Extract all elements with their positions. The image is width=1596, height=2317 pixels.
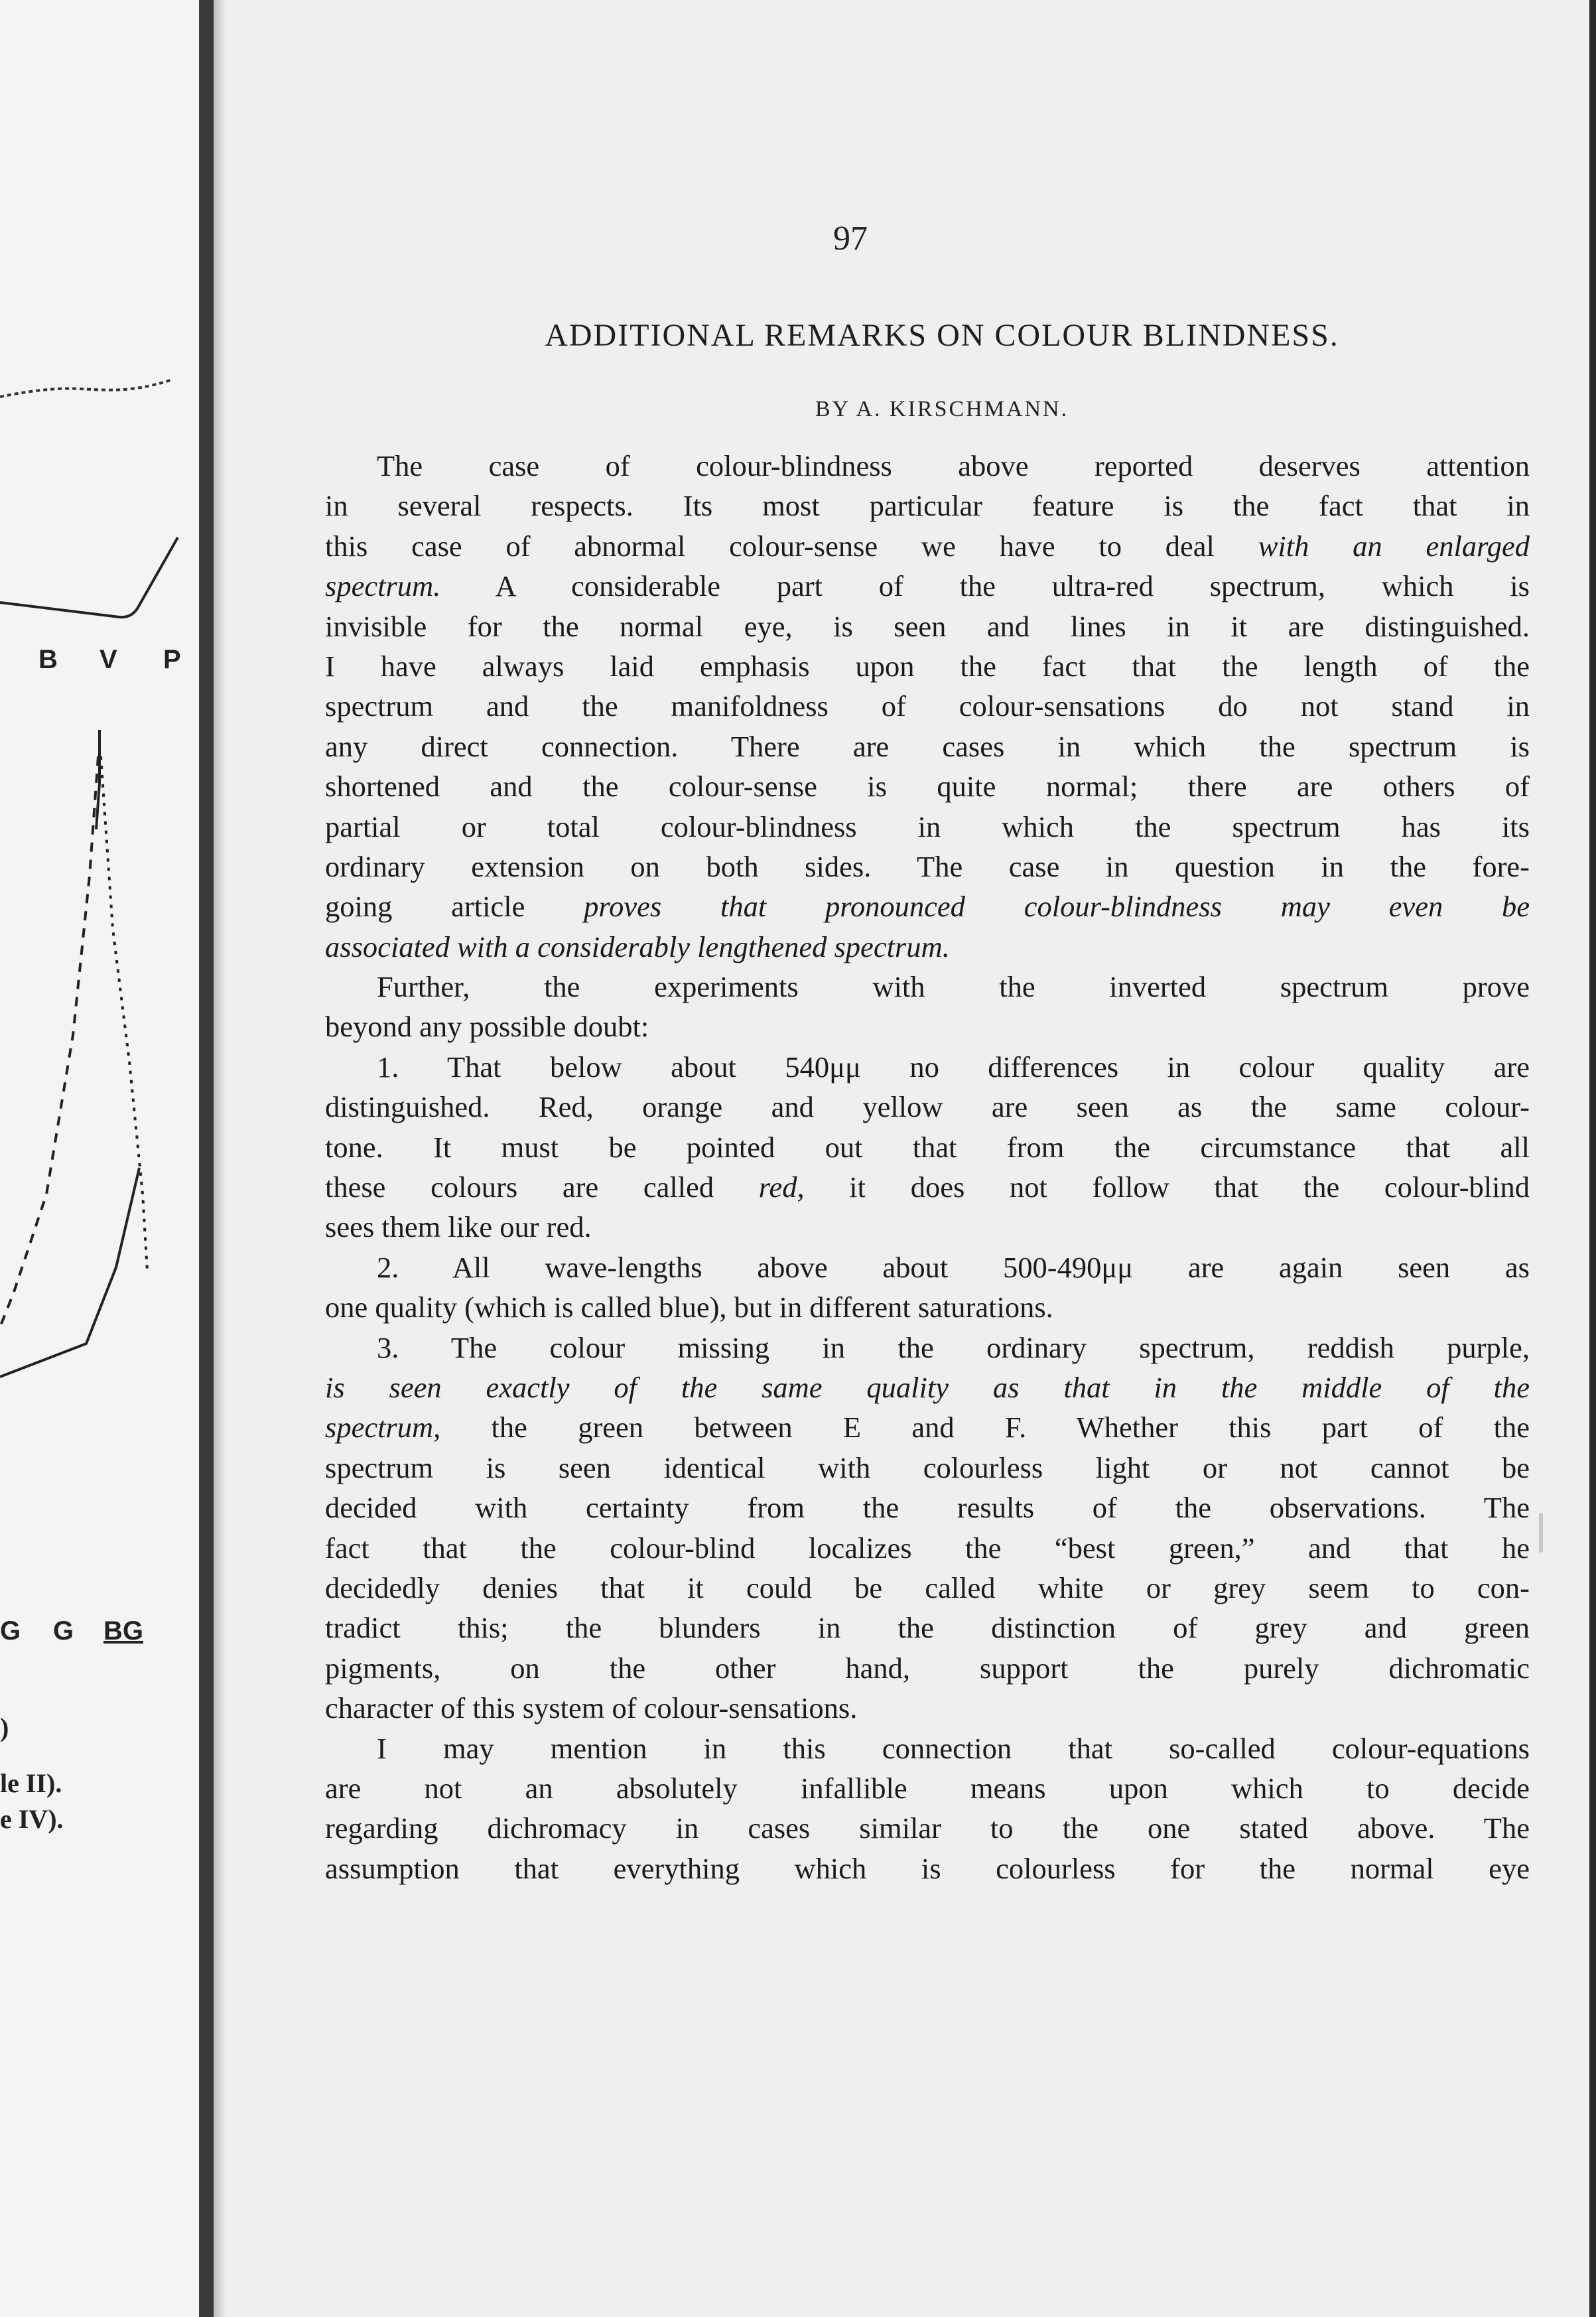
text-line [325,1688,1530,1728]
text-line [325,1287,1530,1327]
text-run: sees them like our red. [325,1210,592,1244]
text-run: decidedly denies that it could be called white or grey seem to con- [325,1571,1530,1604]
text-line [325,686,1530,726]
text-line [325,1247,1530,1287]
text-line [325,1207,1530,1247]
text-run: 2. All wave-lengths above about 500-490μμ are again seen as [377,1250,1530,1284]
page-number: 97 [833,220,868,257]
text-line [325,1007,1530,1046]
text-line [325,446,1530,486]
text-line [325,646,1530,686]
text-line [325,1047,1530,1087]
text-run: spectrum and the manifoldness of colour-sensations do not stand in [325,689,1530,723]
scan-speck [1539,1513,1543,1553]
spectrum-label-bg: BG [103,1616,143,1646]
text-line [325,727,1530,766]
italic-run: is seen exactly of the same quality as that in the middle of the [325,1370,1530,1404]
text-line [325,886,1530,926]
italic-run: spectrum. [325,569,441,603]
text-run: A considerable part of the ultra-red spectrum, which is [440,569,1530,603]
text-line [325,606,1530,646]
text-line [325,1528,1530,1568]
text-line [325,1608,1530,1648]
caption-fragment-2: le II). [0,1768,62,1798]
text-line [325,766,1530,806]
text-run: 1. That below about 540μμ no differences in colour quality are [377,1050,1530,1084]
text-run: distinguished. Red, orange and yellow are seen as the same colour- [325,1090,1530,1124]
text-run: it does not follow that the colour-blind [804,1170,1530,1204]
text-line [325,927,1530,967]
text-line [325,1368,1530,1407]
text-line [325,1127,1530,1167]
text-run: I may mention in this connection that so-called colour-equations [377,1731,1530,1765]
text-run: are not an absolutely infallible means upon which to decide [325,1771,1530,1805]
italic-run: proves that pronounced colour-blindness may even be [584,890,1530,924]
text-run: regarding dichromacy in cases similar to the one stated above. The [325,1811,1530,1845]
text-run: going article [325,890,584,924]
italic-run: spectrum, [325,1411,441,1444]
text-run: I have always laid emphasis upon the fact that the length of the [325,649,1530,683]
dotted-curve-right [101,756,147,1271]
text-run: shortened and the colour-sense is quite normal; there are others of [325,770,1530,804]
text-run: these colours are called [325,1170,759,1204]
article-body [325,446,1530,1888]
article-title: ADDITIONAL REMARKS ON COLOUR BLINDNESS. [545,318,1339,353]
adjacent-page-fragment [0,0,199,2317]
spectrum-label-g2: G [53,1616,74,1646]
text-run: fact that the colour-blind localizes the “best green,” and that he [325,1531,1530,1565]
spectrum-label-p: P [163,645,181,674]
text-run: tone. It must be pointed out that from the circumstance that all [325,1130,1530,1164]
text-run: any direct connection. There are cases in which the spectrum is [325,729,1530,763]
graph-fragment [0,0,199,2317]
text-run: partial or total colour-blindness in which the spectrum has its [325,809,1530,843]
text-line [325,1328,1530,1368]
spectrum-label-g1: G [0,1616,21,1646]
text-line [325,1167,1530,1207]
spectrum-label-v: V [100,645,117,674]
text-run: invisible for the normal eye, is seen and lines in it are distinguished. [325,609,1530,643]
text-run: The case of colour-blindness above reported deserves attention [377,449,1530,482]
italic-run: red, [758,1170,805,1204]
text-line [325,1407,1530,1447]
text-line [325,967,1530,1007]
text-line [325,526,1530,566]
dotted-curve [0,380,172,397]
text-run: spectrum is seen identical with colourless light or not cannot be [325,1450,1530,1484]
text-line [325,566,1530,606]
text-line [325,1768,1530,1808]
text-run: pigments, on the other hand, support the purely dichromatic [325,1651,1530,1685]
text-line [325,1728,1530,1768]
text-line [325,807,1530,847]
caption-fragment-1: ) [0,1713,9,1742]
text-line [325,1448,1530,1488]
text-run: character of this system of colour-sensations. [325,1691,858,1725]
solid-curve [0,537,178,617]
text-run: Further, the experiments with the inverted spectrum prove [377,970,1530,1004]
caption-fragment-3: e IV). [0,1804,64,1834]
text-run: beyond any possible doubt: [325,1010,649,1044]
binding-gutter [199,0,214,2317]
text-run: in several respects. Its most particular feature is the fact that in [325,489,1530,523]
text-run: ordinary extension on both sides. The case in question in the fore- [325,849,1530,883]
text-line [325,1849,1530,1888]
text-run: assumption that everything which is colourless for the normal eye [325,1851,1530,1885]
text-run: one quality (which is called blue), but in different saturations. [325,1291,1053,1324]
text-run: the green between E and F. Whether this part of the [440,1411,1530,1444]
spectrum-label-b: B [38,645,58,674]
text-line [325,1568,1530,1608]
text-line [325,1087,1530,1127]
text-line [325,1648,1530,1688]
text-line [325,847,1530,886]
italic-run: with an enlarged [1258,529,1530,563]
text-line [325,486,1530,526]
page-edge [1589,0,1596,2317]
binding-shadow [214,0,226,2317]
dashed-curve-left [0,756,98,1327]
italic-run: associated with a considerably lengthened spectrum. [325,930,950,963]
text-line [325,1808,1530,1848]
text-run: this case of abnormal colour-sense we have to deal [325,529,1258,563]
text-run: decided with certainty from the results of the observations. The [325,1491,1530,1525]
text-run: 3. The colour missing in the ordinary spectrum, reddish purple, [377,1330,1530,1364]
article-byline: BY A. KIRSCHMANN. [815,397,1069,421]
article-page [226,0,1589,2317]
text-line [325,1488,1530,1527]
text-run: tradict this; the blunders in the distinction of grey and green [325,1611,1530,1645]
